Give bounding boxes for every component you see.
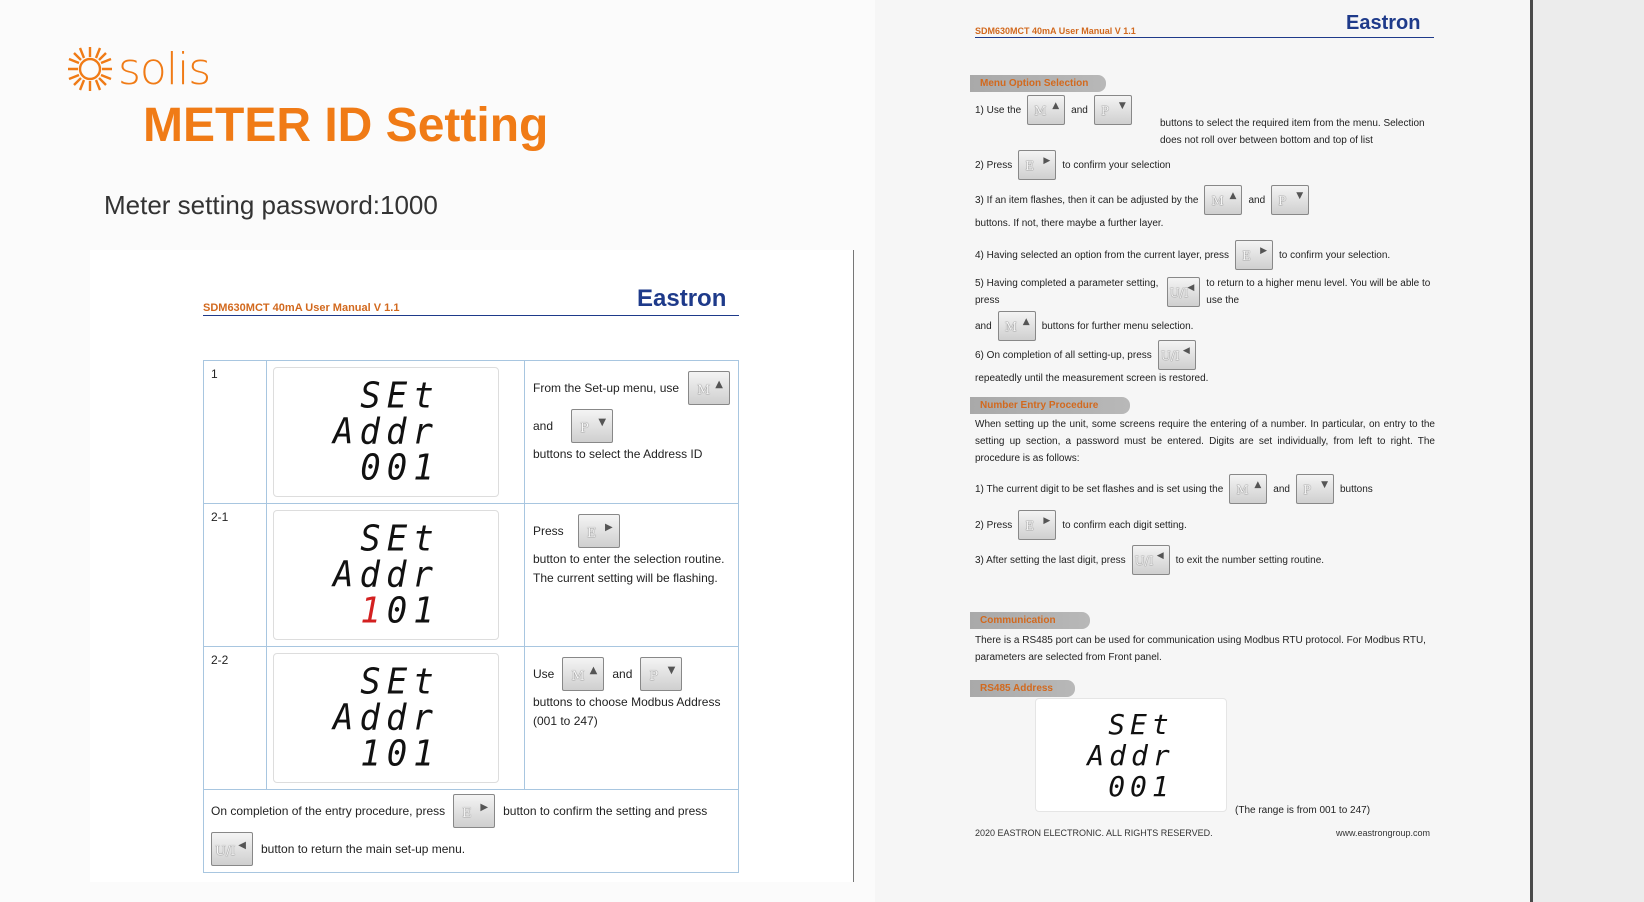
m-key-icon: M ▲: [562, 657, 604, 691]
lcd-line: 101: [360, 733, 440, 775]
number-intro: When setting up the unit, some screens require the entering of a number. In particular, on entry to the setting up section, a password must be entered. Digits are set individually, from left to right. The procedure is as follows:: [975, 419, 1435, 464]
lcd-line: SEt: [360, 518, 440, 560]
table-row: [204, 361, 739, 504]
section-number-entry: Number Entry Procedure: [970, 397, 1130, 414]
p-key-icon: P ▼: [1094, 95, 1132, 125]
flashing-digit: 1: [360, 590, 387, 632]
header-rule-right: [975, 37, 1434, 38]
right-margin: [1533, 0, 1644, 902]
m-key-icon: M ▲: [998, 311, 1036, 341]
lcd-line: 001: [360, 447, 440, 489]
step-text: From the Set-up menu, use: [533, 380, 680, 395]
step-description: [525, 647, 739, 790]
p-key-icon: P ▼: [640, 657, 682, 691]
step-number: 1: [204, 361, 267, 504]
step-text: and: [533, 418, 554, 433]
table-row: [204, 647, 739, 790]
m-key-icon: M ▲: [1027, 95, 1065, 125]
e-key-icon: E ▶: [453, 794, 495, 828]
final-text: button to return the main set-up menu.: [261, 841, 466, 856]
eastron-logo-right: Eastron: [1346, 12, 1421, 34]
step-description: [525, 361, 739, 504]
step-text: and: [612, 666, 633, 681]
e-key-icon: E ▶: [578, 514, 620, 548]
menu-step-2: 2) Press E ▶ to confirm your selection: [975, 150, 1435, 180]
logo-text: solis: [118, 43, 211, 95]
copyright-footer: 2020 EASTRON ELECTRONIC. ALL RIGHTS RESERVED.: [975, 828, 1213, 838]
m-key-icon: M ▲: [688, 371, 730, 405]
step-description: [525, 504, 739, 647]
step-text: Press: [533, 523, 564, 538]
step-text: Use: [533, 666, 555, 681]
step-text: buttons to select the Address ID: [533, 447, 703, 461]
lcd-line: 101: [360, 590, 440, 632]
step-number: 2-1: [204, 504, 267, 647]
lcd-line: SEt: [360, 375, 440, 417]
right-edge-divider: [1530, 0, 1533, 902]
password-subtitle: Meter setting password:1000: [104, 190, 438, 220]
m-key-icon: M ▲: [1204, 185, 1242, 215]
final-text: button to confirm the setting and press: [503, 803, 708, 818]
manual-left-header: SDM630MCT 40mA User Manual V 1.1: [203, 302, 400, 314]
p-key-icon: P ▼: [1296, 474, 1334, 504]
ui-key-icon: U/I ◀: [1132, 545, 1170, 575]
manual-right-header: SDM630MCT 40mA User Manual V 1.1: [975, 26, 1136, 36]
communication-text: There is a RS485 port can be used for communication using Modbus RTU protocol. For Modbus RTU, parameters are selected from Front panel.: [975, 635, 1426, 663]
step-number: 2-2: [204, 647, 267, 790]
lcd-display: [273, 510, 499, 640]
menu-step-4: 4) Having selected an option from the current layer, press E ▶ to confirm your selection.: [975, 240, 1435, 270]
e-key-icon: E ▶: [1018, 150, 1056, 180]
eastron-logo-left: Eastron: [637, 285, 727, 312]
menu-step-1: 1) Use the M ▲ and P ▼ buttons to select the required item from the menu. Selection does not roll over between bottom and top of list: [975, 95, 1435, 149]
ui-key-icon: U/I ◀: [1158, 340, 1196, 370]
sun-logo-icon: [66, 45, 114, 93]
lcd-line: SEt: [1108, 707, 1174, 741]
ui-key-icon: U/I ◀: [211, 832, 253, 866]
lcd-line: SEt: [360, 661, 440, 703]
p-key-icon: P ▼: [571, 409, 613, 443]
lcd-display: [273, 367, 499, 497]
lcd-line: 001: [1108, 769, 1174, 803]
lcd-display: [1035, 698, 1227, 812]
menu-step-5: 5) Having completed a parameter setting, press U/I ◀ to return to a higher menu level. You will be able to use the and M ▲ buttons for further menu selection.: [975, 275, 1435, 341]
menu-step-3: 3) If an item flashes, then it can be adjusted by the M ▲ and P ▼ buttons. If not, there maybe a further layer.: [975, 185, 1435, 232]
number-step-3: 3) After setting the last digit, press U/I ◀ to exit the number setting routine.: [975, 545, 1435, 575]
website-footer: www.eastrongroup.com: [1336, 828, 1431, 838]
number-step-1: 1) The current digit to be set flashes and is set using the M ▲ and P ▼ buttons: [975, 474, 1435, 504]
menu-step-6: 6) On completion of all setting-up, press U/I ◀ repeatedly until the measurement screen is restored.: [975, 340, 1435, 387]
step-text: button to enter the selection routine. The current setting will be flashing.: [533, 552, 725, 585]
e-key-icon: E ▶: [1018, 510, 1056, 540]
section-rs485-address: RS485 Address: [970, 680, 1075, 697]
manual-page-left-edge: [853, 250, 854, 882]
lcd-line: Addr: [333, 697, 439, 739]
section-menu-option: Menu Option Selection: [970, 75, 1106, 92]
step-text: buttons to choose Modbus Address (001 to 247): [533, 695, 721, 728]
final-text: On completion of the entry procedure, press: [211, 803, 446, 818]
solis-logo: [66, 38, 210, 100]
number-step-2: 2) Press E ▶ to confirm each digit setting.: [975, 510, 1435, 540]
final-instructions: [204, 790, 739, 873]
table-row: [204, 790, 739, 873]
lcd-display: [273, 653, 499, 783]
lcd-line: Addr: [333, 411, 439, 453]
lcd-line: Addr: [333, 554, 439, 596]
section-communication: Communication: [970, 612, 1090, 629]
ui-key-icon: U/I ◀: [1167, 277, 1201, 307]
m-key-icon: M ▲: [1229, 474, 1267, 504]
table-row: [204, 504, 739, 647]
address-steps-table: [203, 360, 739, 873]
address-range: (The range is from 001 to 247): [1235, 805, 1371, 816]
e-key-icon: E ▶: [1235, 240, 1273, 270]
lcd-line: Addr: [1087, 738, 1175, 772]
page-title: METER ID Setting: [143, 99, 549, 152]
p-key-icon: P ▼: [1271, 185, 1309, 215]
header-rule-left: [203, 315, 739, 316]
